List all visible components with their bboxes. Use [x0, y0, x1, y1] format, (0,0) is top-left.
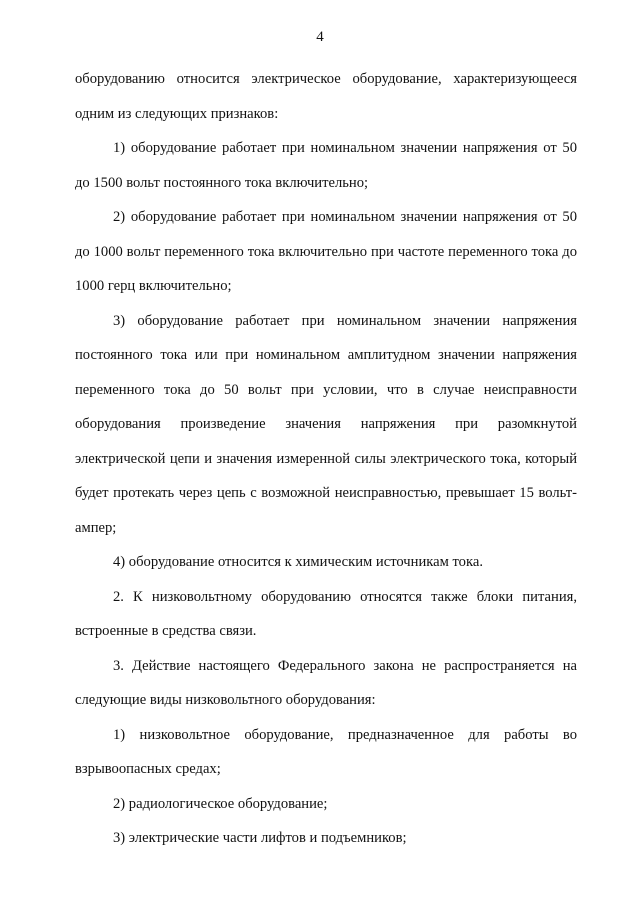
paragraph-item-3-low-voltage-condition: 3) оборудование работает при номинальном значении напряжения постоянного тока или при номинальном амплитудном значении напряжения переменного тока до 50 вольт при условии, что в случае неисправности оборудования произведение значения напряжения при разомкнутой электрической цепи и значения измеренной силы электрического тока, который будет протекать через цепь с возможной неисправностью, превышает 15 вольт-ампер; — [75, 312, 577, 536]
paragraph-continuation: оборудованию относится электрическое оборудование, характеризующееся одним из следующих признаков: — [75, 71, 577, 122]
document-body — [75, 62, 577, 856]
paragraph-item-4-chemical-sources: 4) оборудование относится к химическим источникам тока. — [113, 554, 483, 570]
paragraph-exclusion-3-lifts: 3) электрические части лифтов и подъемников; — [113, 830, 407, 846]
paragraph-exclusion-1-explosive: 1) низковольтное оборудование, предназначенное для работы во взрывоопасных средах; — [75, 726, 577, 777]
page-number: 4 — [316, 29, 324, 45]
paragraph-item-2-ac-voltage: 2) оборудование работает при номинальном значении напряжения от 50 до 1000 вольт переменного тока включительно при частоте переменного тока до 1000 герц включительно; — [75, 209, 577, 294]
paragraph-clause-3-exclusions: 3. Действие настоящего Федерального закона не распространяется на следующие виды низковольтного оборудования: — [75, 657, 577, 708]
paragraph-exclusion-2-radiological: 2) радиологическое оборудование; — [113, 795, 328, 812]
paragraph-item-1-dc-voltage: 1) оборудование работает при номинальном значении напряжения от 50 до 1500 вольт постоянного тока включительно; — [75, 140, 577, 191]
paragraph-clause-2-power-supplies: 2. К низковольтному оборудованию относятся также блоки питания, встроенные в средства связи. — [75, 588, 577, 639]
